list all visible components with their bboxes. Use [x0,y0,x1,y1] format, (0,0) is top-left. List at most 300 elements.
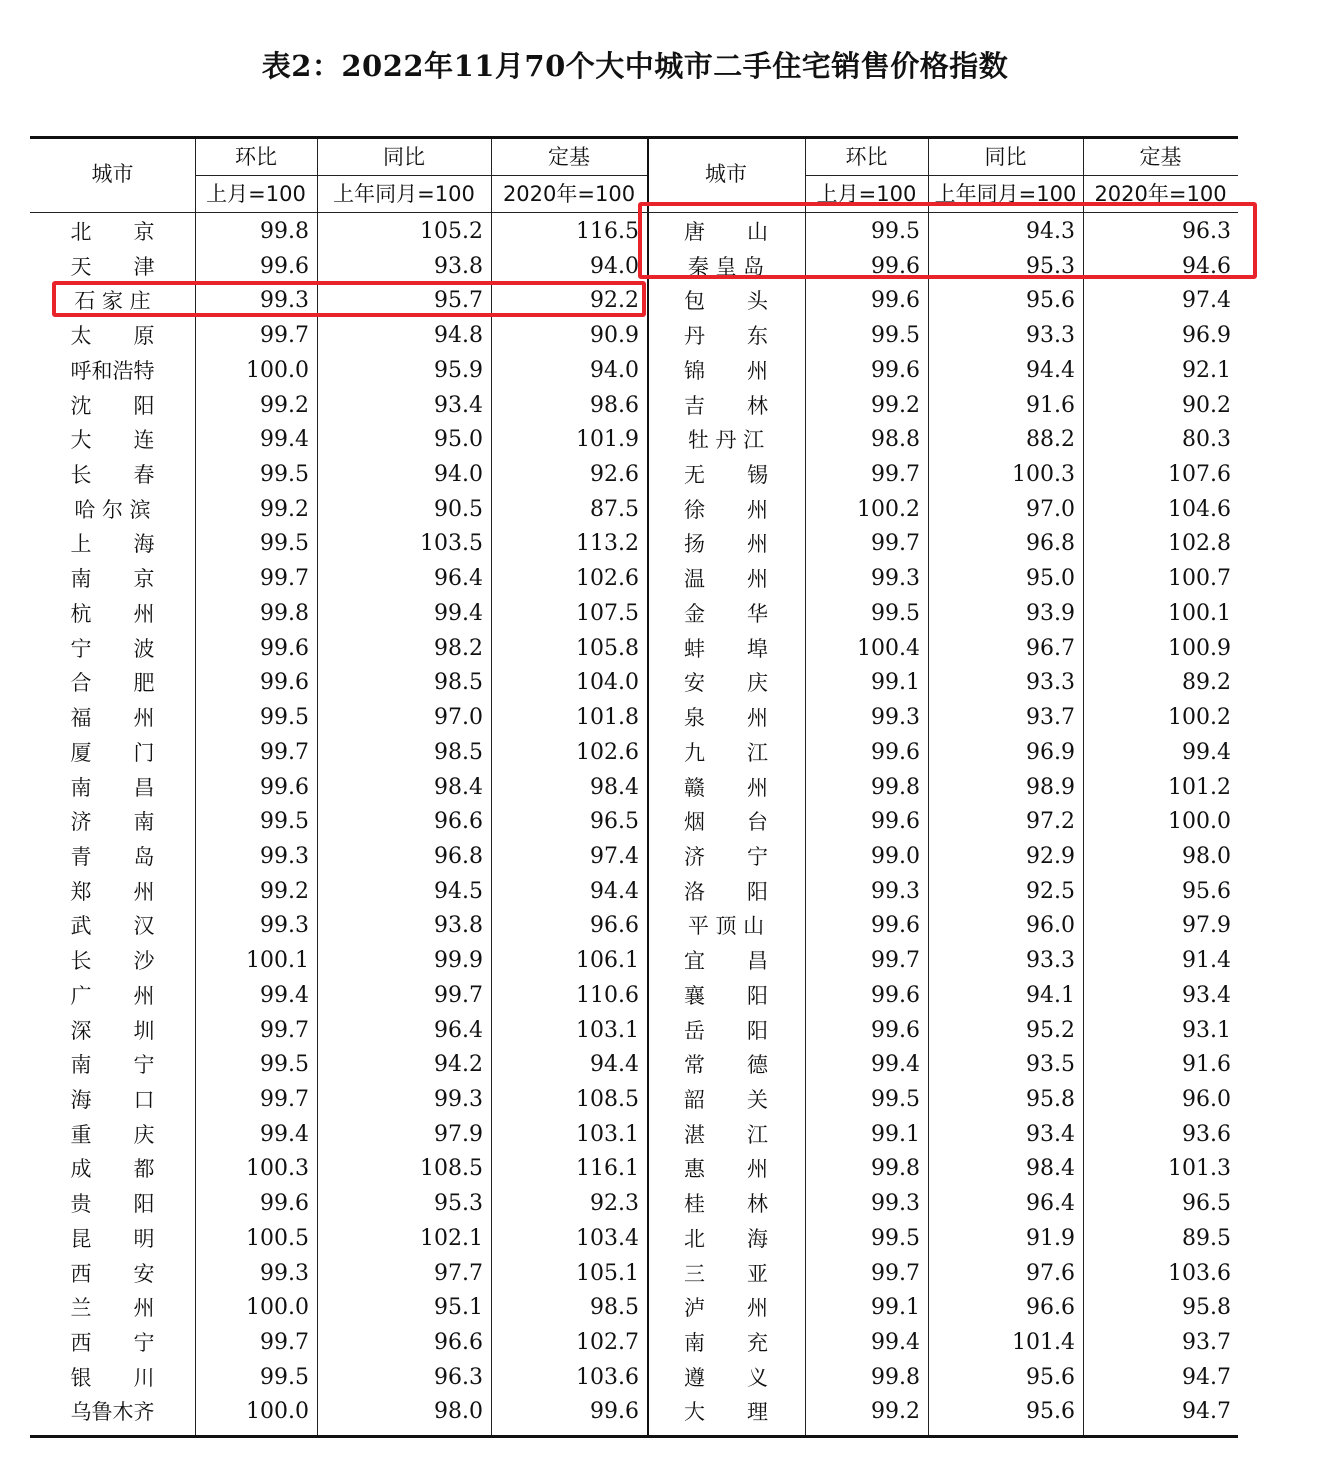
mom-value: 100.2 [857,496,920,522]
header-base: 定基 [1139,145,1182,169]
table-row [30,1326,1238,1361]
yoy-value: 93.3 [1026,670,1075,696]
mom-value: 99.7 [260,1330,309,1356]
city-name: 泉 州 [684,706,768,731]
city-name: 海 口 [70,1088,155,1112]
mom-value: 99.6 [871,288,920,314]
header-mom: 环比 [845,145,888,169]
header-mom-sub: 上月=100 [816,182,917,206]
base-value: 100.0 [1168,809,1231,835]
base-value: 92.2 [590,288,639,314]
yoy-value: 93.8 [434,913,483,939]
base-value: 113.2 [576,531,639,557]
yoy-value: 95.3 [434,1191,483,1217]
city-name: 平 顶 山 [687,914,765,939]
city-name: 武 汉 [70,914,155,939]
base-value: 98.5 [590,1295,639,1321]
city-name: 南 昌 [70,775,155,800]
mom-value: 99.8 [260,219,309,244]
city-name: 桂 林 [684,1192,768,1217]
mom-value: 99.5 [871,1225,920,1251]
city-name: 赣 州 [684,775,768,800]
yoy-value: 98.4 [434,774,483,800]
header-yoy-sub: 上年同月=100 [333,182,475,206]
city-name: 郑 州 [70,879,155,904]
city-name: 上 海 [70,532,155,557]
mom-value: 99.2 [260,496,309,522]
city-name: 惠 州 [684,1157,768,1182]
yoy-value: 99.7 [434,982,483,1008]
city-name: 济 宁 [684,844,768,869]
mom-value: 99.6 [260,670,309,696]
city-name: 厦 门 [70,740,155,765]
yoy-value: 96.6 [434,1330,483,1356]
base-value: 102.6 [576,566,639,592]
mom-value: 99.7 [260,739,309,765]
yoy-value: 94.1 [1026,982,1075,1008]
base-value: 102.8 [1168,531,1231,557]
table-row [30,771,1238,806]
city-name: 青 岛 [70,844,155,869]
mom-value: 99.6 [871,357,920,383]
city-name: 岳 阳 [684,1018,768,1043]
yoy-value: 96.7 [1026,635,1075,661]
mom-value: 99.7 [260,566,309,592]
base-value: 94.7 [1182,1364,1231,1390]
table-row [30,1187,1238,1222]
mom-value: 99.7 [871,948,920,974]
mom-value: 100.0 [246,1399,309,1425]
mom-value: 99.5 [260,1364,309,1390]
mom-value: 100.5 [246,1225,309,1251]
mom-value: 99.0 [871,843,920,869]
yoy-value: 95.3 [1026,253,1075,279]
header-yoy: 同比 [383,145,425,169]
base-value: 100.1 [1168,600,1231,626]
city-name: 银 川 [70,1365,155,1390]
yoy-value: 99.3 [434,1087,483,1112]
table-row [30,666,1238,701]
yoy-value: 96.4 [1026,1191,1075,1217]
yoy-value: 92.9 [1026,843,1075,869]
table-row [30,840,1238,875]
yoy-value: 96.0 [1026,913,1075,939]
yoy-value: 96.3 [434,1364,483,1390]
table-row [30,597,1238,632]
base-value: 97.9 [1182,913,1231,939]
header-base-sub: 2020年=100 [502,182,636,206]
base-value: 94.7 [1182,1399,1231,1425]
base-value: 103.6 [1168,1260,1231,1286]
header-base: 定基 [548,145,590,169]
mom-value: 99.3 [871,878,920,904]
yoy-value: 95.2 [1026,1017,1075,1043]
city-name: 沈 阳 [70,393,155,418]
mom-value: 99.5 [260,809,309,835]
yoy-value: 94.0 [434,462,483,488]
table-row [30,805,1238,840]
yoy-value: 90.5 [434,496,483,522]
mom-value: 99.7 [871,462,920,488]
mom-value: 99.6 [871,982,920,1008]
city-name: 唐 山 [684,220,768,244]
mom-value: 100.1 [246,948,309,974]
base-value: 92.1 [1182,357,1231,383]
base-value: 93.1 [1182,1017,1231,1043]
table-row [30,632,1238,667]
mom-value: 99.5 [871,600,920,626]
divider [195,175,647,176]
city-name: 三 亚 [684,1261,768,1286]
base-value: 103.1 [576,1017,639,1043]
city-name: 贵 阳 [70,1192,155,1217]
mom-value: 99.5 [871,219,920,244]
base-value: 116.1 [576,1156,639,1182]
base-value: 95.6 [1182,878,1231,904]
base-value: 94.0 [590,357,639,383]
base-value: 91.6 [1182,1052,1231,1078]
mom-value: 99.1 [871,1121,920,1147]
mom-value: 99.6 [871,1017,920,1043]
table-row [30,458,1238,493]
yoy-value: 95.6 [1026,288,1075,314]
mom-value: 99.7 [260,1017,309,1043]
yoy-value: 96.6 [1026,1295,1075,1321]
yoy-value: 101.4 [1012,1330,1075,1356]
yoy-value: 93.4 [434,392,483,418]
city-name: 吉 林 [684,393,768,418]
base-value: 96.9 [1182,323,1231,349]
yoy-value: 88.2 [1026,427,1075,453]
city-name: 襄 阳 [684,983,768,1008]
mom-value: 99.5 [260,531,309,557]
table-row [30,1152,1238,1187]
city-name: 南 京 [70,567,155,592]
header-base-sub: 2020年=100 [1094,182,1227,206]
city-name: 温 州 [684,567,768,592]
base-value: 96.5 [590,809,639,835]
yoy-value: 94.2 [434,1052,483,1078]
base-value: 92.3 [590,1191,639,1217]
base-value: 93.4 [1182,982,1231,1008]
mom-value: 99.4 [871,1330,920,1356]
city-name: 西 安 [70,1261,155,1286]
table-row [30,979,1238,1014]
city-name: 宁 波 [70,636,155,661]
table-row [30,527,1238,562]
city-name: 无 锡 [684,463,768,488]
mom-value: 99.6 [871,739,920,765]
base-value: 99.4 [1182,739,1231,765]
yoy-value: 97.2 [1026,809,1075,835]
base-value: 94.6 [1182,253,1231,279]
city-name: 南 充 [684,1331,768,1356]
city-name: 昆 明 [70,1226,155,1251]
table-row [30,493,1238,528]
base-value: 98.0 [1182,843,1231,869]
mom-value: 99.6 [260,253,309,279]
city-name: 呼和浩特 [70,358,155,383]
base-value: 106.1 [576,948,639,974]
mom-value: 98.8 [871,427,920,453]
city-name: 兰 州 [70,1296,155,1321]
base-value: 101.3 [1168,1156,1231,1182]
city-name: 锦 州 [684,358,768,383]
yoy-value: 91.6 [1026,392,1075,418]
city-name: 蚌 埠 [684,636,768,661]
mom-value: 99.7 [871,1260,920,1286]
yoy-value: 95.9 [434,357,483,383]
mom-value: 99.2 [871,1399,920,1425]
table-row [30,1395,1238,1430]
base-value: 110.6 [576,982,639,1008]
yoy-value: 100.3 [1012,462,1075,488]
yoy-value: 96.8 [1026,531,1075,557]
yoy-value: 93.9 [1026,600,1075,626]
base-value: 107.5 [576,600,639,626]
mom-value: 99.6 [260,774,309,800]
city-name: 乌鲁木齐 [70,1400,155,1425]
base-value: 101.2 [1168,774,1231,800]
yoy-value: 96.9 [1026,739,1075,765]
mom-value: 99.6 [260,635,309,661]
mom-value: 99.5 [871,323,920,349]
city-name: 秦 皇 岛 [687,254,765,279]
header-mom-sub: 上月=100 [206,182,306,206]
yoy-value: 93.7 [1026,705,1075,731]
table-row [30,1222,1238,1257]
city-name: 长 春 [70,463,155,488]
header-city: 城市 [705,162,747,186]
mom-value: 99.3 [260,288,309,314]
base-value: 105.1 [576,1260,639,1286]
base-value: 105.8 [576,635,639,661]
mom-value: 99.5 [260,462,309,488]
mom-value: 100.0 [246,357,309,383]
mom-value: 100.0 [246,1295,309,1321]
city-name: 金 华 [684,601,768,626]
mom-value: 99.8 [260,600,309,626]
mom-value: 99.6 [871,253,920,279]
city-name: 济 南 [70,810,155,835]
city-name: 深 圳 [70,1018,155,1043]
base-value: 104.6 [1168,496,1231,522]
base-value: 93.6 [1182,1121,1231,1147]
city-name: 大 理 [684,1400,768,1425]
mom-value: 99.3 [871,705,920,731]
city-name: 常 德 [684,1053,768,1078]
base-value: 80.3 [1182,427,1231,453]
base-value: 103.1 [576,1121,639,1147]
base-value: 97.4 [1182,288,1231,314]
yoy-value: 95.6 [1026,1364,1075,1390]
mom-value: 99.6 [260,1191,309,1217]
yoy-value: 95.1 [434,1295,483,1321]
yoy-value: 93.4 [1026,1121,1075,1147]
table-row [30,736,1238,771]
mom-value: 99.8 [871,1156,920,1182]
divider [805,175,1238,176]
yoy-value: 97.9 [434,1121,483,1147]
city-name: 泸 州 [684,1296,768,1321]
table-row [30,354,1238,389]
yoy-value: 93.5 [1026,1052,1075,1078]
city-name: 扬 州 [684,532,768,557]
base-value: 87.5 [590,496,639,522]
mom-value: 99.4 [871,1052,920,1078]
city-name: 北 海 [684,1226,768,1251]
mom-value: 99.4 [260,1121,309,1147]
base-value: 104.0 [576,670,639,696]
base-value: 89.2 [1182,670,1231,696]
base-value: 100.9 [1168,635,1231,661]
yoy-value: 95.0 [1026,566,1075,592]
base-value: 107.6 [1168,462,1231,488]
price-index-table [30,136,1238,1438]
mom-value: 99.6 [871,913,920,939]
yoy-value: 96.4 [434,566,483,592]
table-row [30,1083,1238,1118]
header-city: 城市 [91,162,134,186]
table-row [30,909,1238,944]
yoy-value: 97.0 [434,705,483,731]
mom-value: 99.5 [260,705,309,731]
city-name: 成 都 [70,1157,155,1182]
mom-value: 99.2 [260,878,309,904]
city-name: 遵 义 [684,1365,768,1390]
base-value: 90.9 [590,323,639,349]
yoy-value: 102.1 [420,1225,483,1251]
table-row [30,875,1238,910]
base-value: 90.2 [1182,392,1231,418]
yoy-value: 95.7 [434,288,483,314]
base-value: 94.0 [590,253,639,279]
header-mom: 环比 [235,145,277,169]
table-row [30,1257,1238,1292]
mom-value: 99.4 [260,427,309,453]
base-value: 101.8 [576,705,639,731]
yoy-value: 96.4 [434,1017,483,1043]
base-value: 99.6 [590,1399,639,1425]
city-name: 徐 州 [684,497,768,522]
base-value: 92.6 [590,462,639,488]
base-value: 94.4 [590,1052,639,1078]
mom-value: 99.8 [871,774,920,800]
city-name: 太 原 [70,324,155,349]
yoy-value: 95.6 [1026,1399,1075,1425]
city-name: 韶 关 [684,1088,768,1112]
base-value: 96.0 [1182,1087,1231,1112]
yoy-value: 94.8 [434,323,483,349]
city-name: 合 肥 [70,671,155,696]
yoy-value: 98.5 [434,739,483,765]
mom-value: 99.3 [260,1260,309,1286]
mom-value: 99.4 [260,982,309,1008]
yoy-value: 108.5 [420,1156,483,1182]
mom-value: 99.8 [871,1364,920,1390]
base-value: 100.2 [1168,705,1231,731]
city-name: 大 连 [70,428,155,453]
yoy-value: 99.9 [434,948,483,974]
mom-value: 99.3 [871,1191,920,1217]
base-value: 96.5 [1182,1191,1231,1217]
mom-value: 99.7 [260,1087,309,1112]
base-value: 97.4 [590,843,639,869]
table-row [30,1291,1238,1326]
base-value: 103.6 [576,1364,639,1390]
base-value: 96.6 [590,913,639,939]
page-title: 表2：2022年11月70个大中城市二手住宅销售价格指数 [261,49,1009,83]
base-value: 96.3 [1182,219,1231,244]
city-name: 福 州 [70,706,155,731]
city-name: 天 津 [70,254,155,279]
table-row [30,701,1238,736]
yoy-value: 94.5 [434,878,483,904]
mom-value: 99.2 [260,392,309,418]
base-value: 89.5 [1182,1225,1231,1251]
yoy-value: 94.3 [1026,219,1075,244]
table-row [30,1361,1238,1396]
base-value: 108.5 [576,1087,639,1112]
base-value: 102.6 [576,739,639,765]
mom-value: 100.4 [857,635,920,661]
yoy-value: 97.0 [1026,496,1075,522]
mom-value: 99.5 [871,1087,920,1112]
yoy-value: 97.7 [434,1260,483,1286]
mom-value: 99.1 [871,1295,920,1321]
base-value: 103.4 [576,1225,639,1251]
base-value: 102.7 [576,1330,639,1356]
city-name: 宜 昌 [684,949,768,974]
yoy-value: 97.6 [1026,1260,1075,1286]
yoy-value: 95.8 [1026,1087,1075,1112]
yoy-value: 98.2 [434,635,483,661]
yoy-value: 98.4 [1026,1156,1075,1182]
city-name: 安 庆 [684,671,768,696]
yoy-value: 98.5 [434,670,483,696]
mom-value: 100.3 [246,1156,309,1182]
table-row [30,562,1238,597]
highlight-box-shijiazhuang [52,281,646,317]
city-name: 南 宁 [70,1053,155,1078]
yoy-value: 98.9 [1026,774,1075,800]
yoy-value: 95.0 [434,427,483,453]
city-name: 长 沙 [70,949,155,974]
yoy-value: 103.5 [420,531,483,557]
base-value: 94.4 [590,878,639,904]
yoy-value: 99.4 [434,600,483,626]
yoy-value: 92.5 [1026,878,1075,904]
highlight-box-tangshan-qinhuangdao [638,202,1257,279]
city-name: 丹 东 [684,324,768,349]
base-value: 98.4 [590,774,639,800]
base-value: 98.6 [590,392,639,418]
yoy-value: 105.2 [420,219,483,244]
yoy-value: 91.9 [1026,1225,1075,1251]
mom-value: 99.3 [260,843,309,869]
city-name: 杭 州 [70,601,155,626]
mom-value: 99.2 [871,392,920,418]
yoy-value: 98.0 [434,1399,483,1425]
city-name: 洛 阳 [684,879,768,904]
table-row [30,944,1238,979]
mom-value: 99.3 [260,913,309,939]
yoy-value: 96.6 [434,809,483,835]
city-name: 烟 台 [684,810,768,835]
yoy-value: 93.3 [1026,948,1075,974]
base-value: 101.9 [576,427,639,453]
city-name: 九 江 [684,740,768,765]
